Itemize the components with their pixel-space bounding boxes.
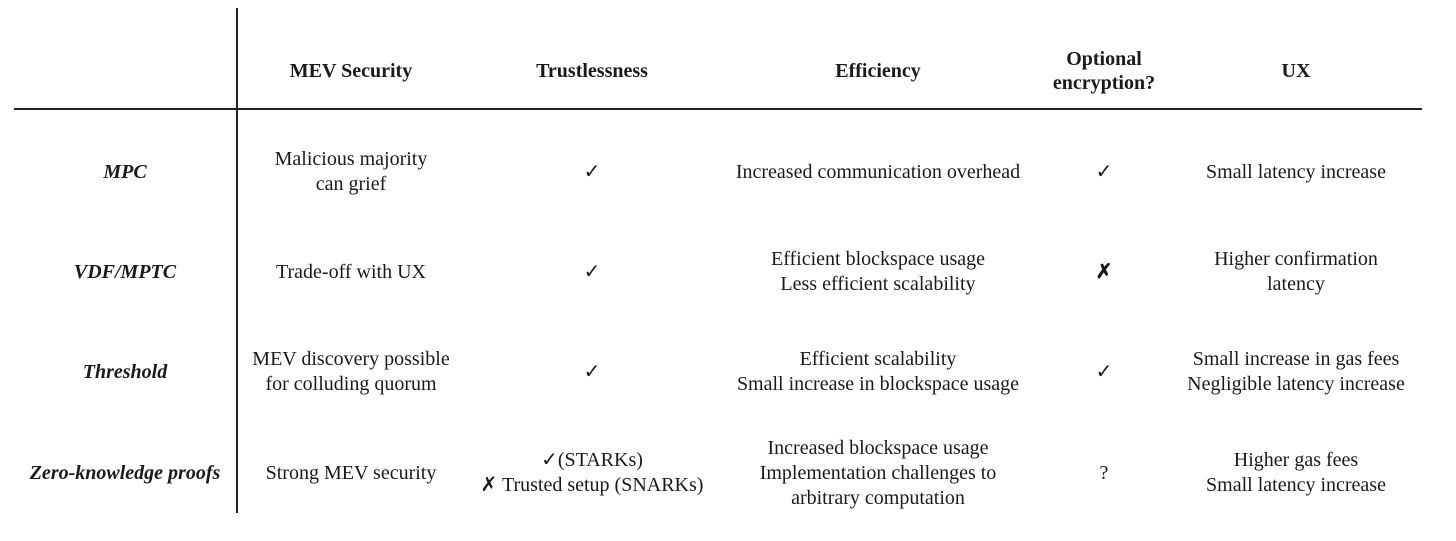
row-label-vdf-mptc: VDF/MPTC (73, 260, 177, 283)
header-trustlessness: Trustlessness (536, 60, 648, 82)
header-divider (14, 108, 1422, 110)
vdf-optional-encryption-cross: ✗ (1095, 260, 1113, 283)
vdf-trustlessness-check: ✓ (583, 260, 601, 283)
header-row-label (14, 35, 236, 107)
zk-trustlessness: ✓(STARKs) ✗ Trusted setup (SNARKs) (480, 449, 704, 496)
threshold-trustlessness-check: ✓ (583, 360, 601, 383)
header-ux: UX (1281, 60, 1311, 82)
mpc-optional-encryption-check: ✓ (1095, 160, 1113, 183)
header-optional-encryption: Optional encryption? (1052, 48, 1156, 94)
mpc-trustlessness-check: ✓ (583, 160, 601, 183)
vdf-ux: Higher confirmation latency (1214, 248, 1378, 295)
header-mev-security: MEV Security (289, 60, 413, 82)
threshold-ux: Small increase in gas fees Negligible latency increase (1187, 348, 1405, 395)
zk-optional-encryption-unknown: ? (1099, 461, 1109, 484)
mpc-mev-security: Malicious majority can grief (274, 148, 428, 195)
zk-efficiency: Increased blockspace usage Implementation challenges to arbitrary computation (759, 436, 997, 509)
row-label-zero-knowledge-proofs: Zero-knowledge proofs (29, 461, 221, 484)
mpc-efficiency: Increased communication overhead (735, 160, 1021, 183)
zk-mev-security: Strong MEV security (265, 461, 437, 484)
threshold-mev-security: MEV discovery possible for colluding quorum (252, 348, 450, 395)
header-efficiency: Efficiency (835, 60, 921, 82)
threshold-efficiency: Efficient scalability Small increase in blockspace usage (736, 348, 1020, 395)
vdf-mev-security: Trade-off with UX (276, 260, 426, 283)
threshold-optional-encryption-check: ✓ (1095, 360, 1113, 383)
mpc-ux: Small latency increase (1206, 160, 1386, 183)
row-label-threshold: Threshold (82, 360, 168, 383)
row-label-mpc: MPC (103, 160, 147, 183)
vdf-efficiency: Efficient blockspace usage Less efficient scalability (771, 248, 985, 295)
zk-ux: Higher gas fees Small latency increase (1206, 449, 1386, 496)
